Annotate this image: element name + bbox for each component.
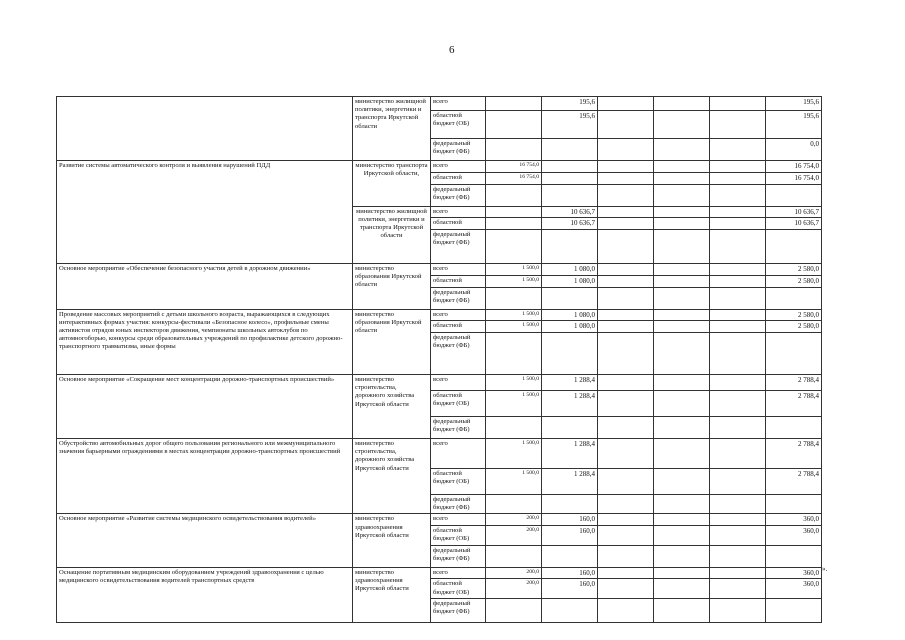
- year-5-value-cell: [710, 309, 766, 321]
- funding-source-cell: всего: [431, 439, 486, 469]
- year-3-value-cell: [598, 321, 654, 333]
- year-4-value-cell: [654, 218, 710, 230]
- year-3-value-cell: [598, 264, 654, 276]
- year-4-value-cell: [654, 206, 710, 218]
- year-2-value-cell: 10 636,7: [542, 218, 598, 230]
- year-5-value-cell: [710, 275, 766, 287]
- year-5-value-cell: [710, 111, 766, 139]
- year-3-value-cell: [598, 97, 654, 111]
- executor-cell: министерство здравоохранения Иркутской области: [353, 514, 431, 567]
- year-1-value-cell: 1 500,0: [486, 275, 542, 287]
- year-4-value-cell: [654, 495, 710, 514]
- year-4-value-cell: [654, 321, 710, 333]
- year-3-value-cell: [598, 206, 654, 218]
- year-5-value-cell: [710, 545, 766, 567]
- funding-source-cell: областной: [431, 321, 486, 333]
- year-5-value-cell: [710, 495, 766, 514]
- year-2-value-cell: 1 080,0: [542, 275, 598, 287]
- funding-source-cell: областной: [431, 172, 486, 184]
- total-value-cell: 16 754,0: [766, 161, 822, 173]
- funding-source-cell: областной бюджет (ОБ): [431, 469, 486, 495]
- year-4-value-cell: [654, 97, 710, 111]
- event-name-cell: Обустройство автомобильных дорог общего пользования регионального или межмуниципального значения барьерными ограждениями в местах концентрации дорожно-транспортных происшествий: [57, 439, 353, 514]
- year-4-value-cell: [654, 275, 710, 287]
- year-1-value-cell: [486, 545, 542, 567]
- total-value-cell: [766, 495, 822, 514]
- year-1-value-cell: 1 500,0: [486, 375, 542, 391]
- year-2-value-cell: [542, 333, 598, 375]
- year-4-value-cell: [654, 333, 710, 375]
- funding-source-cell: всего: [431, 264, 486, 276]
- year-1-value-cell: [486, 206, 542, 218]
- funding-source-cell: областной: [431, 218, 486, 230]
- executor-cell: министерство жилищной политики, энергетики и транспорта Иркутской области: [353, 206, 431, 264]
- year-2-value-cell: 160,0: [542, 579, 598, 598]
- year-5-value-cell: [710, 439, 766, 469]
- total-value-cell: [766, 545, 822, 567]
- year-4-value-cell: [654, 579, 710, 598]
- year-4-value-cell: [654, 264, 710, 276]
- year-4-value-cell: [654, 230, 710, 264]
- year-3-value-cell: [598, 598, 654, 622]
- year-1-value-cell: 1 500,0: [486, 264, 542, 276]
- year-3-value-cell: [598, 579, 654, 598]
- total-value-cell: 10 636,7: [766, 206, 822, 218]
- year-5-value-cell: [710, 161, 766, 173]
- year-3-value-cell: [598, 139, 654, 161]
- year-5-value-cell: [710, 333, 766, 375]
- table-row: [57, 514, 822, 526]
- year-2-value-cell: 1 080,0: [542, 309, 598, 321]
- year-3-value-cell: [598, 111, 654, 139]
- funding-source-cell: всего: [431, 206, 486, 218]
- year-5-value-cell: [710, 321, 766, 333]
- year-1-value-cell: [486, 230, 542, 264]
- total-value-cell: [766, 333, 822, 375]
- year-5-value-cell: [710, 598, 766, 622]
- year-5-value-cell: [710, 375, 766, 391]
- year-4-value-cell: [654, 309, 710, 321]
- year-1-value-cell: [486, 417, 542, 439]
- year-4-value-cell: [654, 417, 710, 439]
- year-1-value-cell: [486, 218, 542, 230]
- total-value-cell: 2 788,4: [766, 439, 822, 469]
- executor-cell: министерство жилищной политики, энергетики и транспорта Иркутской области: [353, 97, 431, 161]
- year-1-value-cell: 200,0: [486, 514, 542, 526]
- year-3-value-cell: [598, 161, 654, 173]
- year-1-value-cell: [486, 184, 542, 206]
- funding-source-cell: всего: [431, 97, 486, 111]
- total-value-cell: [766, 417, 822, 439]
- year-5-value-cell: [710, 526, 766, 545]
- year-2-value-cell: 1 288,4: [542, 439, 598, 469]
- year-1-value-cell: [486, 287, 542, 309]
- year-4-value-cell: [654, 287, 710, 309]
- total-value-cell: 10 636,7: [766, 218, 822, 230]
- year-5-value-cell: [710, 218, 766, 230]
- year-1-value-cell: [486, 111, 542, 139]
- year-4-value-cell: [654, 111, 710, 139]
- year-3-value-cell: [598, 417, 654, 439]
- executor-cell: министерство образования Иркутской области: [353, 264, 431, 310]
- total-value-cell: 2 580,0: [766, 309, 822, 321]
- year-4-value-cell: [654, 391, 710, 417]
- year-2-value-cell: [542, 417, 598, 439]
- year-4-value-cell: [654, 545, 710, 567]
- page-number: 6: [449, 44, 455, 56]
- year-4-value-cell: [654, 567, 710, 579]
- total-value-cell: 360,0: [766, 567, 822, 579]
- funding-source-cell: федеральный бюджет (ФБ): [431, 230, 486, 264]
- event-name-cell: Основное мероприятие «Обеспечение безопасного участия детей в дорожном движении»: [57, 264, 353, 310]
- year-1-value-cell: 16 754,0: [486, 161, 542, 173]
- total-value-cell: [766, 598, 822, 622]
- year-5-value-cell: [710, 417, 766, 439]
- year-2-value-cell: 1 080,0: [542, 264, 598, 276]
- funding-source-cell: федеральный бюджет (ФБ): [431, 417, 486, 439]
- year-4-value-cell: [654, 375, 710, 391]
- funding-source-cell: областной бюджет (ОБ): [431, 391, 486, 417]
- year-3-value-cell: [598, 375, 654, 391]
- funding-source-cell: всего: [431, 375, 486, 391]
- total-value-cell: 16 754,0: [766, 172, 822, 184]
- executor-cell: министерство строительства, дорожного хозяйства Иркутской области: [353, 375, 431, 439]
- funding-source-cell: федеральный бюджет (ФБ): [431, 139, 486, 161]
- total-value-cell: 360,0: [766, 514, 822, 526]
- year-2-value-cell: 1 288,4: [542, 375, 598, 391]
- total-value-cell: 2 788,4: [766, 469, 822, 495]
- year-3-value-cell: [598, 333, 654, 375]
- year-5-value-cell: [710, 287, 766, 309]
- total-value-cell: 2 580,0: [766, 321, 822, 333]
- year-2-value-cell: [542, 230, 598, 264]
- event-name-cell: Проведение массовых мероприятий с детьми школьного возраста, выражающихся в следующих интерактивных формах участия: конкурсы-фестивали «Безопасное колесо», профильные смены активистов отрядов юных инспекторов движения, чемпионаты школьных автоклубов по автомногоборью, конкурсы среди образовательных учреждений по профилактике детского дорожно-транспортного травматизма, иные формы: [57, 309, 353, 375]
- year-1-value-cell: 1 500,0: [486, 391, 542, 417]
- funding-source-cell: областной бюджет (ОБ): [431, 111, 486, 139]
- year-3-value-cell: [598, 275, 654, 287]
- year-1-value-cell: 1 500,0: [486, 469, 542, 495]
- year-3-value-cell: [598, 567, 654, 579]
- year-3-value-cell: [598, 230, 654, 264]
- year-5-value-cell: [710, 391, 766, 417]
- year-5-value-cell: [710, 230, 766, 264]
- funding-source-cell: областной: [431, 275, 486, 287]
- funding-source-cell: областной бюджет (ОБ): [431, 526, 486, 545]
- funding-source-cell: федеральный бюджет (ФБ): [431, 333, 486, 375]
- year-2-value-cell: [542, 495, 598, 514]
- year-1-value-cell: [486, 495, 542, 514]
- funding-source-cell: федеральный бюджет (ФБ): [431, 495, 486, 514]
- year-4-value-cell: [654, 161, 710, 173]
- year-3-value-cell: [598, 309, 654, 321]
- year-5-value-cell: [710, 469, 766, 495]
- year-2-value-cell: 195,6: [542, 97, 598, 111]
- table-row: [57, 97, 822, 111]
- year-1-value-cell: 1 500,0: [486, 321, 542, 333]
- table-row: [57, 264, 822, 276]
- total-value-cell: [766, 287, 822, 309]
- table-row: [57, 375, 822, 391]
- year-1-value-cell: 1 500,0: [486, 309, 542, 321]
- year-1-value-cell: 200,0: [486, 579, 542, 598]
- year-5-value-cell: [710, 514, 766, 526]
- year-5-value-cell: [710, 264, 766, 276]
- total-value-cell: 360,0: [766, 526, 822, 545]
- year-1-value-cell: 16 754,0: [486, 172, 542, 184]
- funding-source-cell: федеральный бюджет (ФБ): [431, 184, 486, 206]
- funding-source-cell: всего: [431, 514, 486, 526]
- total-value-cell: 2 580,0: [766, 275, 822, 287]
- year-3-value-cell: [598, 184, 654, 206]
- year-2-value-cell: [542, 545, 598, 567]
- year-1-value-cell: [486, 97, 542, 111]
- event-name-cell: Оснащение портативным медицинским оборудованием учреждений здравоохранения с целью медицинского освидетельствования водителей транспортных средств: [57, 567, 353, 622]
- year-3-value-cell: [598, 439, 654, 469]
- year-5-value-cell: [710, 139, 766, 161]
- year-2-value-cell: 160,0: [542, 514, 598, 526]
- year-2-value-cell: [542, 287, 598, 309]
- year-2-value-cell: [542, 598, 598, 622]
- funding-source-cell: областной бюджет (ОБ): [431, 579, 486, 598]
- funding-source-cell: федеральный бюджет (ФБ): [431, 598, 486, 622]
- closing-quote-mark: ».: [822, 565, 828, 573]
- total-value-cell: [766, 184, 822, 206]
- year-1-value-cell: 200,0: [486, 567, 542, 579]
- year-5-value-cell: [710, 97, 766, 111]
- year-4-value-cell: [654, 439, 710, 469]
- year-1-value-cell: [486, 598, 542, 622]
- total-value-cell: 0,0: [766, 139, 822, 161]
- program-funding-table: [56, 96, 822, 623]
- year-1-value-cell: 200,0: [486, 526, 542, 545]
- year-2-value-cell: 160,0: [542, 526, 598, 545]
- year-2-value-cell: 1 288,4: [542, 391, 598, 417]
- total-value-cell: 195,6: [766, 111, 822, 139]
- year-2-value-cell: 195,6: [542, 111, 598, 139]
- executor-cell: министерство образования Иркутской области: [353, 309, 431, 375]
- total-value-cell: 195,6: [766, 97, 822, 111]
- year-3-value-cell: [598, 287, 654, 309]
- year-4-value-cell: [654, 184, 710, 206]
- year-4-value-cell: [654, 469, 710, 495]
- year-3-value-cell: [598, 495, 654, 514]
- funding-source-cell: всего: [431, 567, 486, 579]
- year-2-value-cell: 1 288,4: [542, 469, 598, 495]
- year-2-value-cell: [542, 184, 598, 206]
- table-row: [57, 567, 822, 579]
- year-3-value-cell: [598, 172, 654, 184]
- year-5-value-cell: [710, 184, 766, 206]
- year-3-value-cell: [598, 469, 654, 495]
- year-2-value-cell: [542, 161, 598, 173]
- executor-cell: министерство строительства, дорожного хозяйства Иркутской области: [353, 439, 431, 514]
- total-value-cell: 2 580,0: [766, 264, 822, 276]
- event-name-cell: [57, 97, 353, 161]
- funding-source-cell: федеральный бюджет (ФБ): [431, 287, 486, 309]
- total-value-cell: 2 788,4: [766, 375, 822, 391]
- year-2-value-cell: [542, 172, 598, 184]
- year-2-value-cell: [542, 139, 598, 161]
- year-4-value-cell: [654, 172, 710, 184]
- year-2-value-cell: 1 080,0: [542, 321, 598, 333]
- event-name-cell: Основное мероприятие «Развитие системы медицинского освидетельствования водителей»: [57, 514, 353, 567]
- table-row: [57, 439, 822, 469]
- funding-source-cell: всего: [431, 161, 486, 173]
- total-value-cell: [766, 230, 822, 264]
- year-3-value-cell: [598, 514, 654, 526]
- table-row: [57, 161, 822, 173]
- year-4-value-cell: [654, 526, 710, 545]
- year-3-value-cell: [598, 218, 654, 230]
- year-1-value-cell: [486, 333, 542, 375]
- year-3-value-cell: [598, 391, 654, 417]
- year-3-value-cell: [598, 526, 654, 545]
- year-2-value-cell: 160,0: [542, 567, 598, 579]
- year-4-value-cell: [654, 139, 710, 161]
- executor-cell: министерство здравоохранения Иркутской области: [353, 567, 431, 622]
- year-5-value-cell: [710, 567, 766, 579]
- table-body: [57, 97, 822, 623]
- funding-source-cell: федеральный бюджет (ФБ): [431, 545, 486, 567]
- year-4-value-cell: [654, 598, 710, 622]
- year-1-value-cell: 1 500,0: [486, 439, 542, 469]
- year-4-value-cell: [654, 514, 710, 526]
- funding-source-cell: всего: [431, 309, 486, 321]
- total-value-cell: 360,0: [766, 579, 822, 598]
- year-1-value-cell: [486, 139, 542, 161]
- table-row: [57, 309, 822, 321]
- executor-cell: министерство транспорта Иркутской области,: [353, 161, 431, 207]
- year-2-value-cell: 10 636,7: [542, 206, 598, 218]
- year-5-value-cell: [710, 172, 766, 184]
- total-value-cell: 2 788,4: [766, 391, 822, 417]
- year-5-value-cell: [710, 579, 766, 598]
- year-3-value-cell: [598, 545, 654, 567]
- event-name-cell: Развитие системы автоматического контроля и выявления нарушений ПДД: [57, 161, 353, 264]
- year-5-value-cell: [710, 206, 766, 218]
- event-name-cell: Основное мероприятие «Сокращение мест концентрации дорожно-транспортных происшествий»: [57, 375, 353, 439]
